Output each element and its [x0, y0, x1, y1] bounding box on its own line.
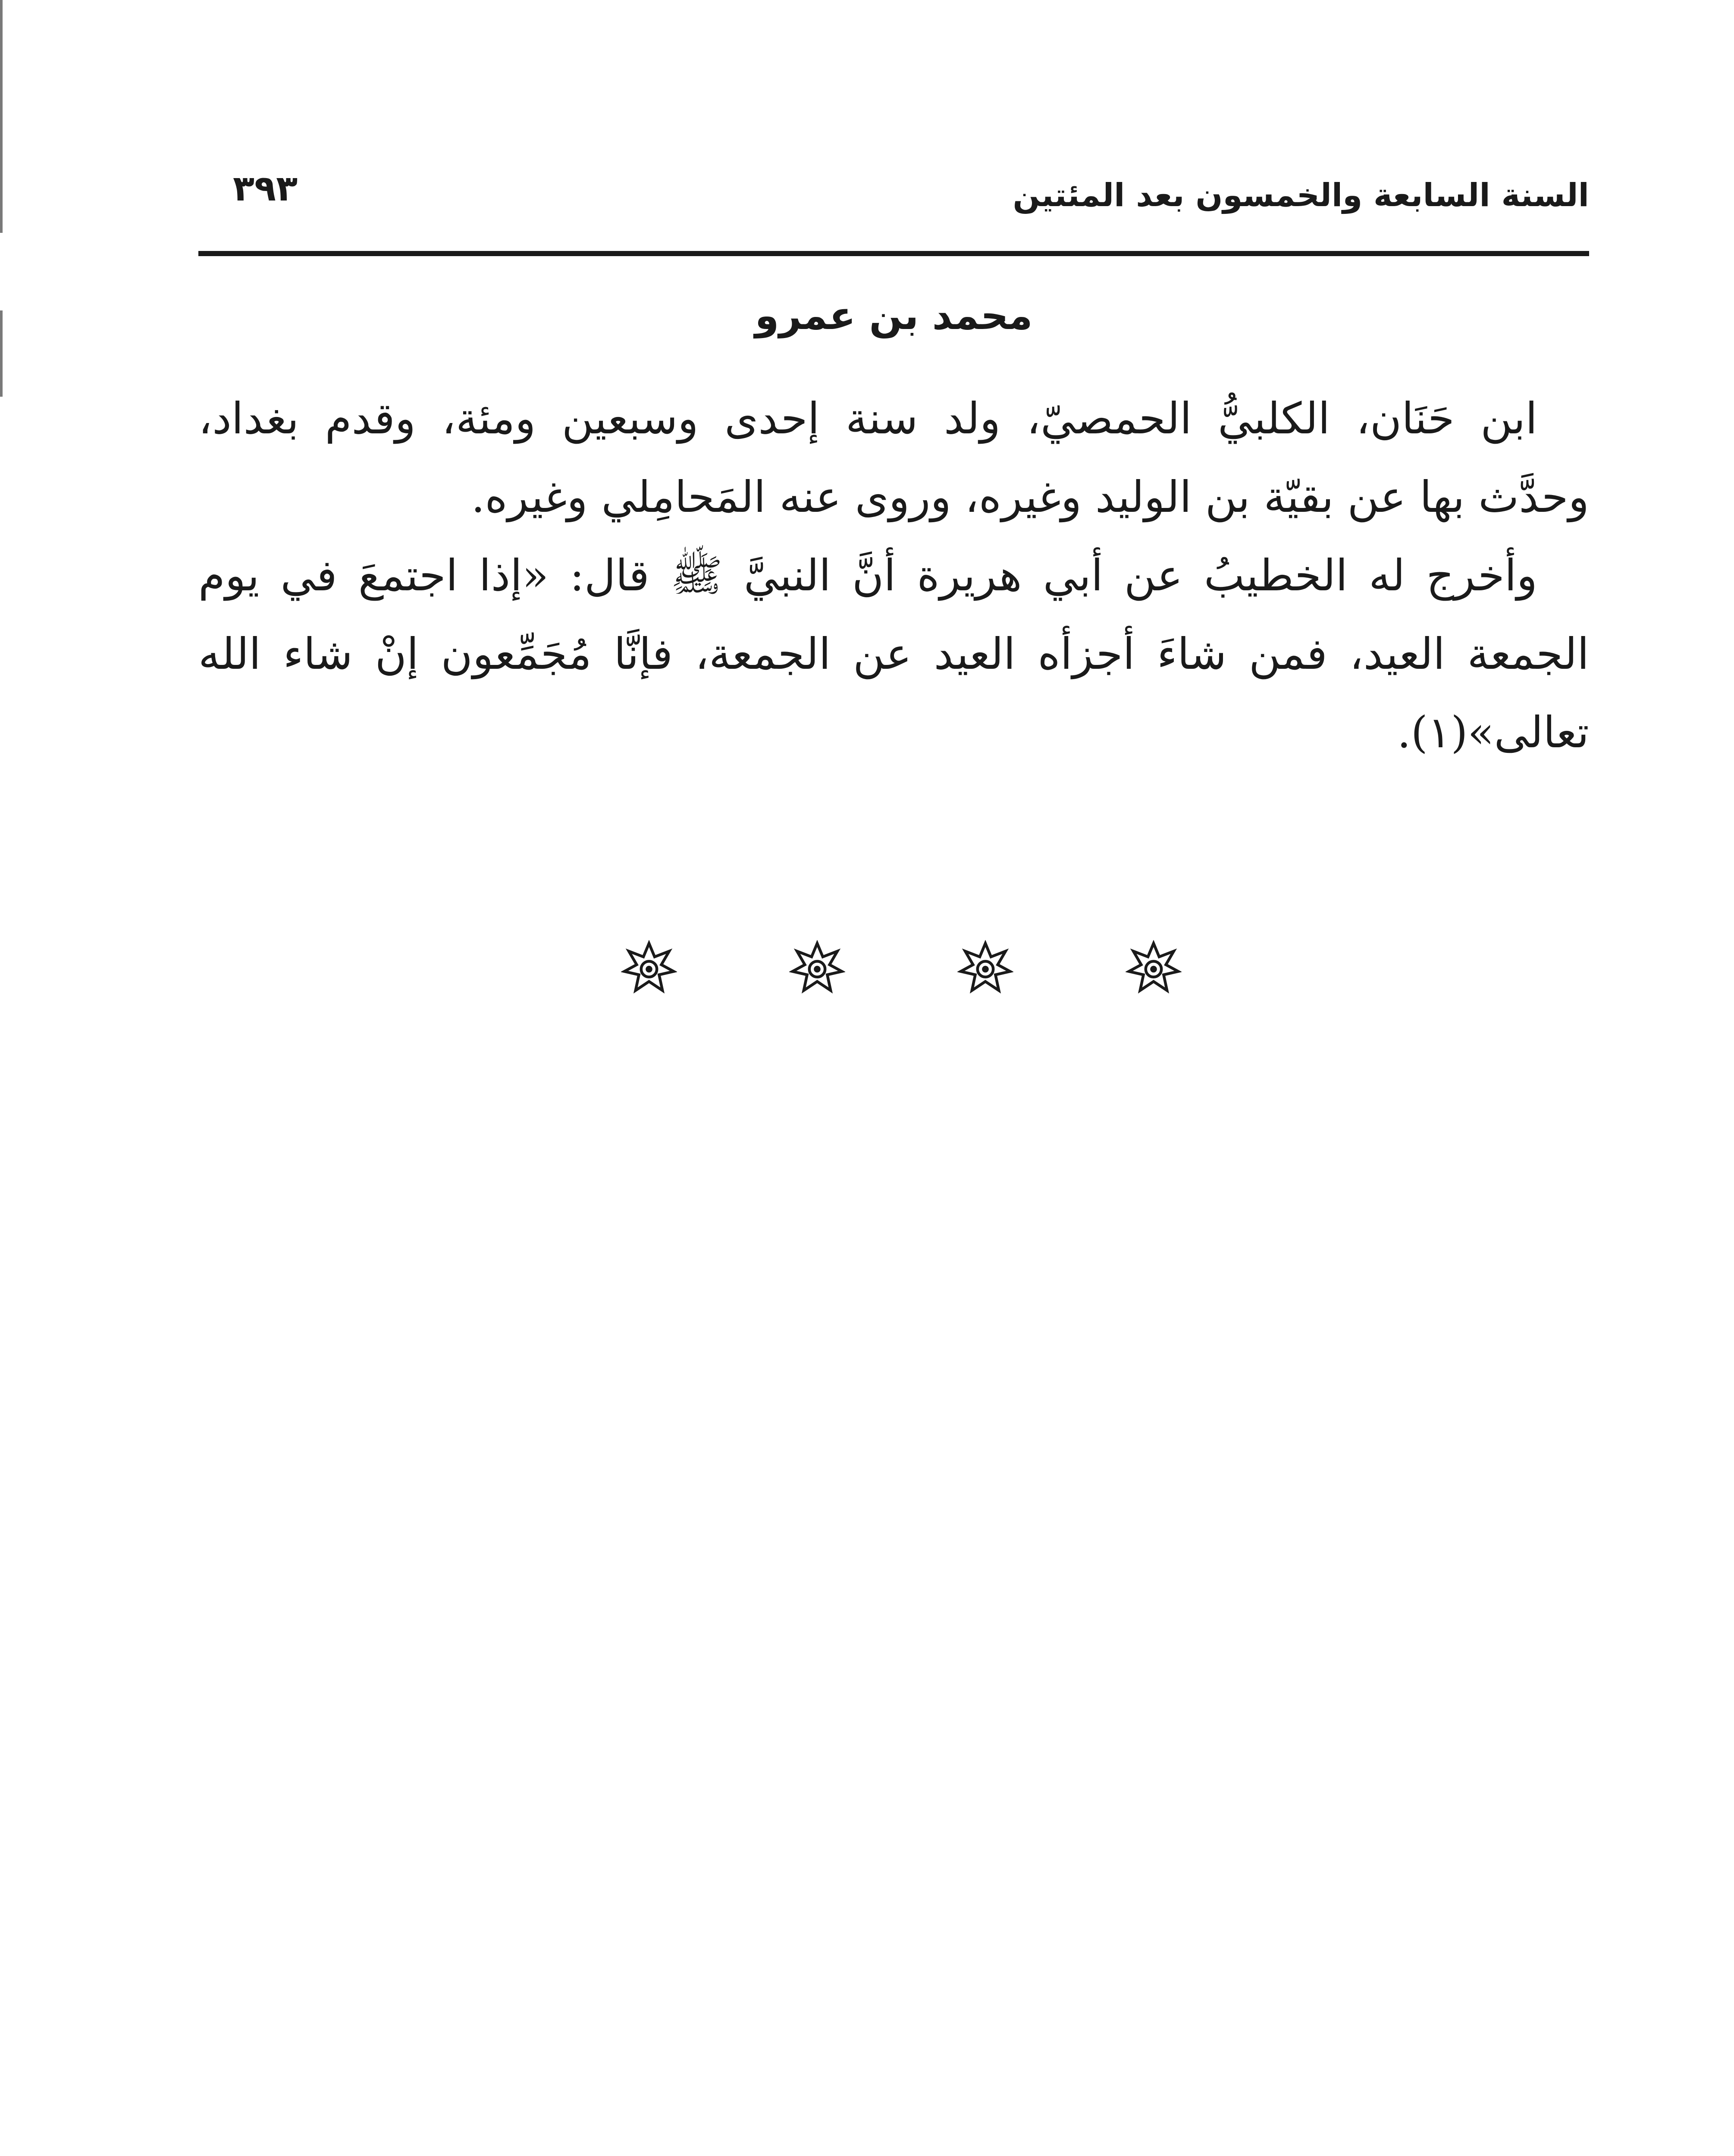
running-head: السنة السابعة والخمسون بعد المئتين: [1013, 177, 1589, 214]
floral-ornament-icon: [957, 940, 1013, 996]
paragraph: ابن حَنَان، الكلبيُّ الحمصيّ، ولد سنة إحدى وسبعين ومئة، وقدم بغداد، وحدَّث بها عن بقيّة بن الوليد وغيره، وروى عنه المَحامِلي وغيره.: [198, 393, 1589, 522]
scan-edge-line: [0, 0, 3, 233]
entry-body: [198, 379, 1589, 772]
paragraph: وأخرج له الخطيبُ عن أبي هريرة أنَّ النبيَّ ﷺ قال: «إذا اجتمعَ في يوم الجمعة العيد، فمن شاءَ أجزأه العيد عن الجمعة، فإنَّا مُجَمِّعون إنْ شاء الله تعالى»(١).: [198, 550, 1589, 758]
page-header: [198, 155, 1589, 241]
entry-title: محمد بن عمرو: [755, 293, 1033, 338]
floral-ornament-icon: [621, 940, 677, 996]
header-rule: [198, 251, 1589, 256]
scan-edge-line: [0, 310, 3, 397]
section-divider-ornaments: [621, 940, 1182, 996]
floral-ornament-icon: [789, 940, 845, 996]
floral-ornament-icon: [1126, 940, 1182, 996]
page-number: ٣٩٣: [233, 168, 298, 209]
